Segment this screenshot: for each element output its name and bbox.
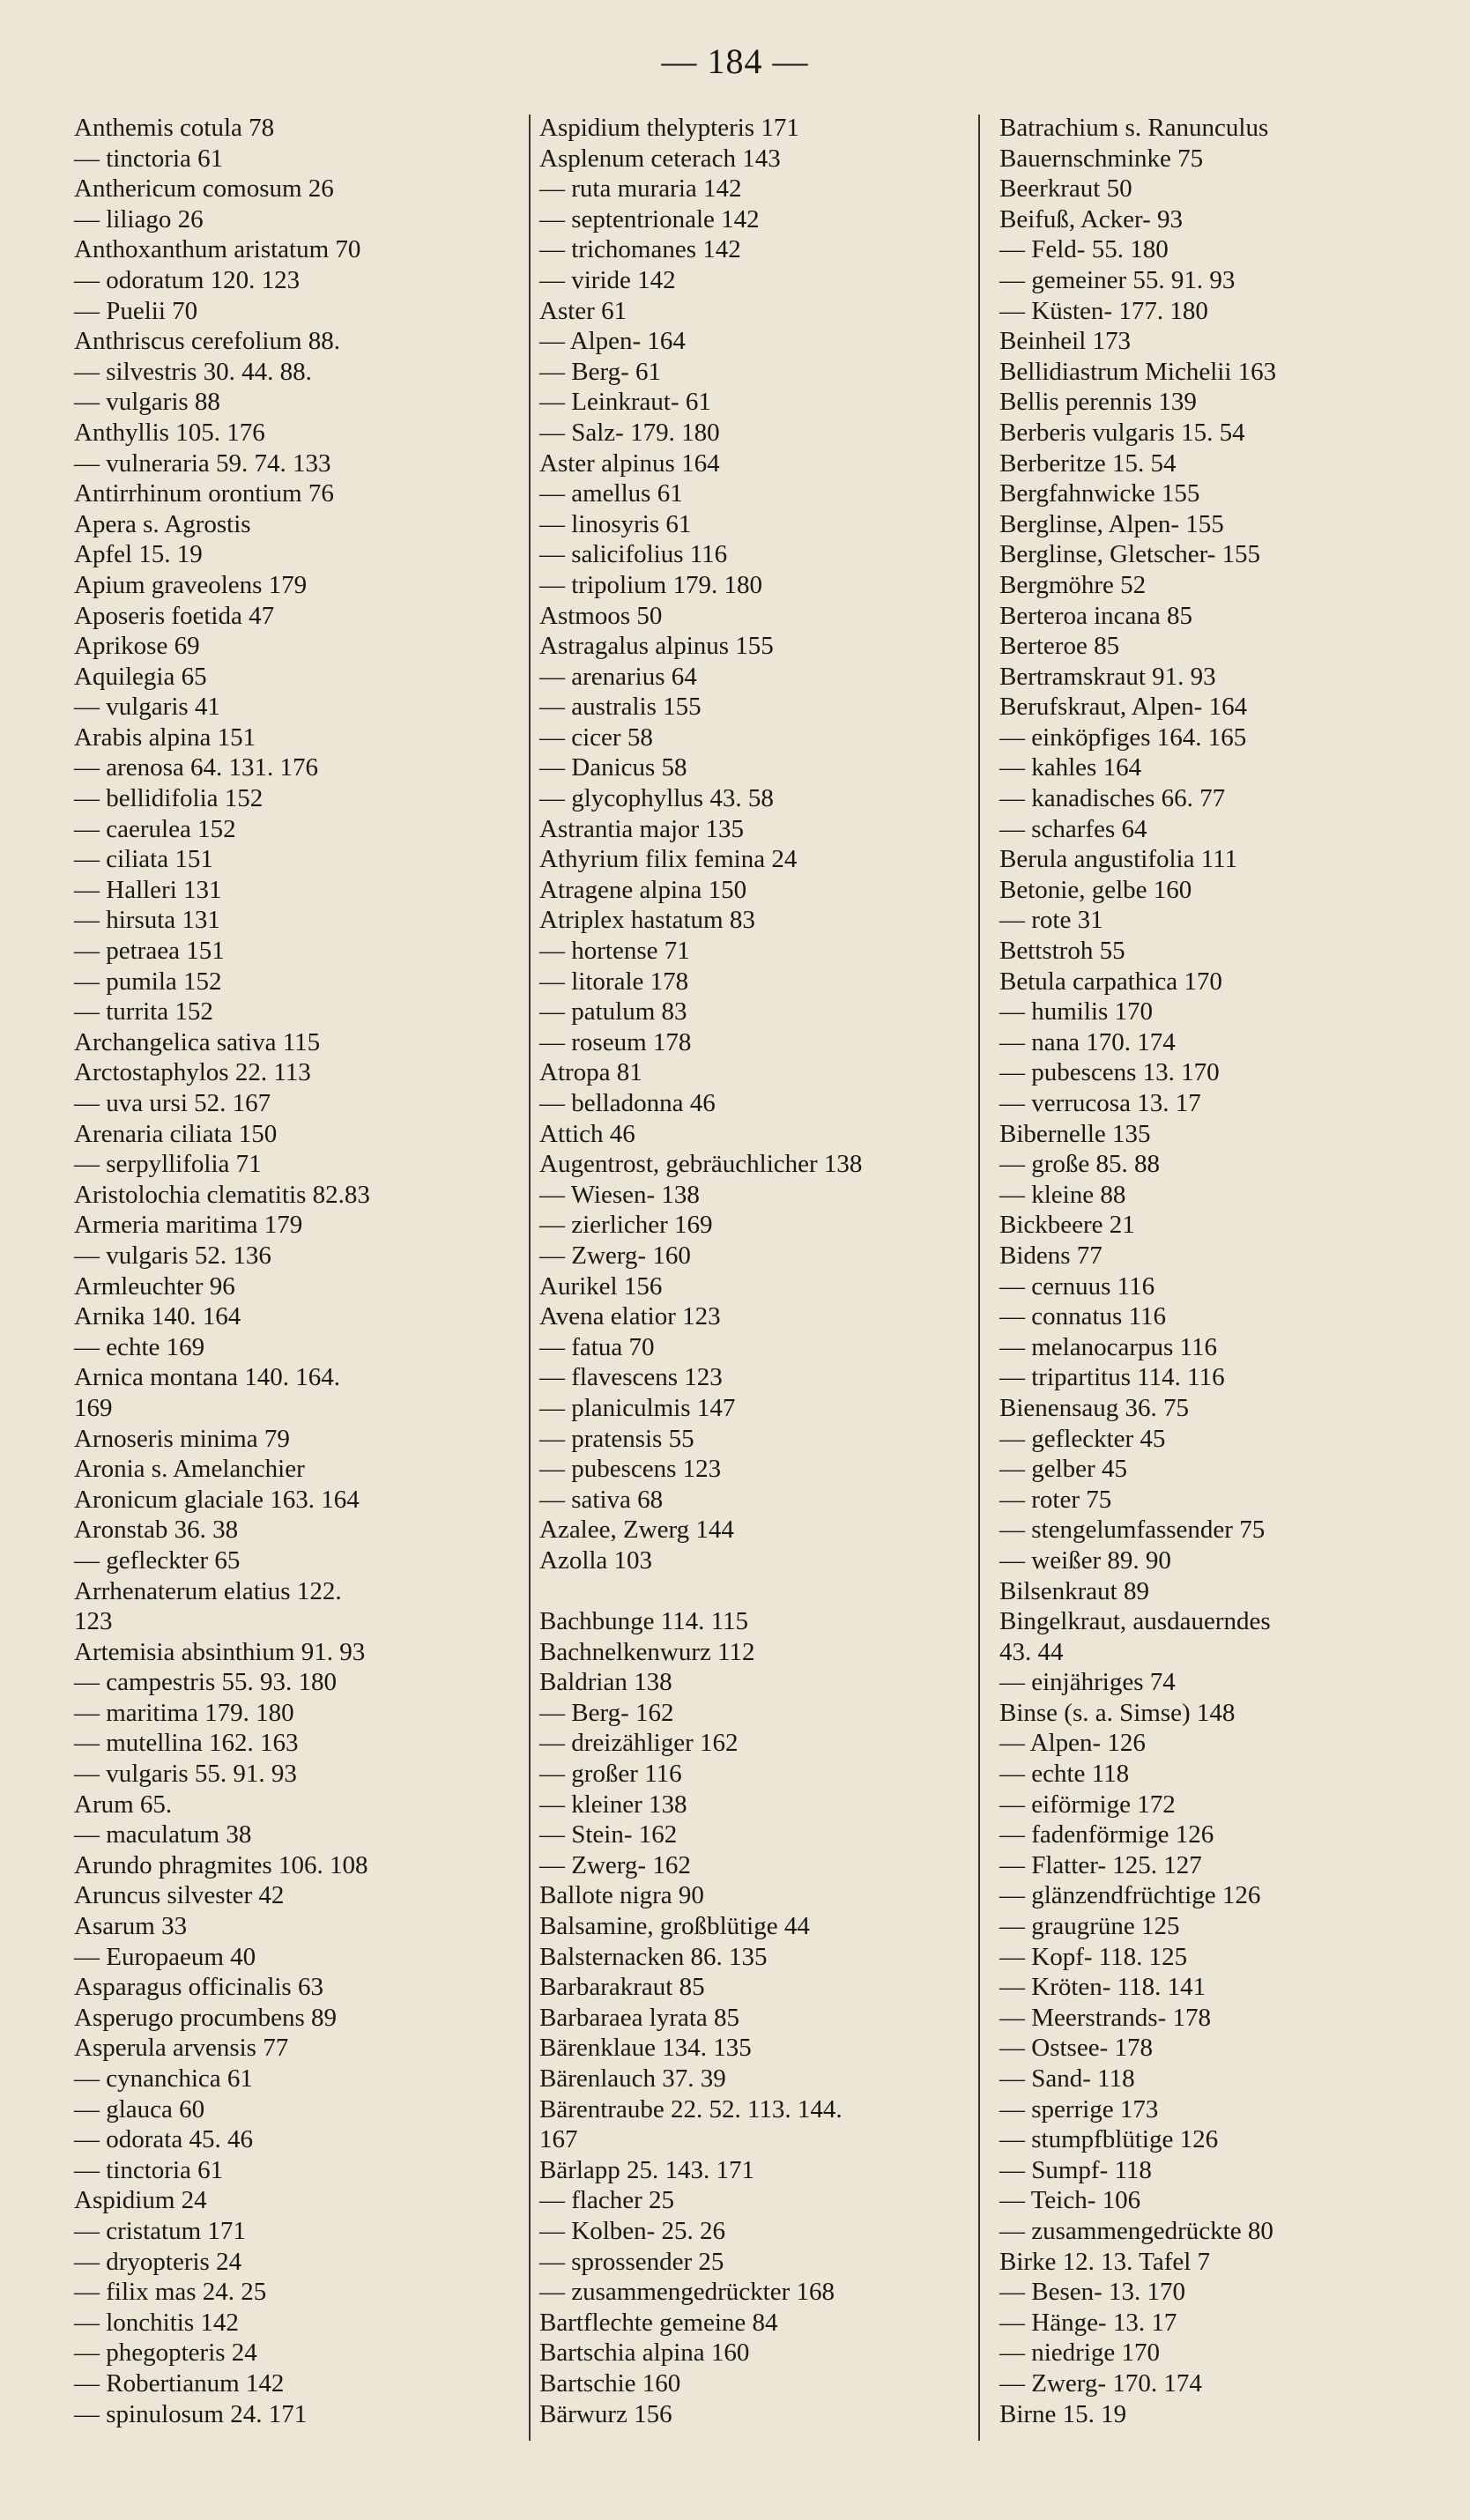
index-entry: Anthyllis 105. 176 xyxy=(74,418,265,447)
index-entry: Bettstroh 55 xyxy=(999,937,1125,966)
index-entry: Arctostaphylos 22. 113 xyxy=(74,1058,311,1087)
index-entry: — humilis 170 xyxy=(999,997,1154,1027)
index-entry: Augentrost, gebräuchlicher 138 xyxy=(539,1150,863,1179)
index-entry: — fadenförmige 126 xyxy=(999,1820,1214,1849)
index-entry: Bartschie 160 xyxy=(539,2368,681,2398)
index-entry: Betonie, gelbe 160 xyxy=(999,875,1192,904)
index-entry: — sativa 68 xyxy=(539,1485,664,1514)
index-entry: — Zwerg- 160 xyxy=(539,1241,691,1270)
index-entry: — einköpfiges 164. 165 xyxy=(999,723,1247,752)
index-entry: — viride 142 xyxy=(539,265,676,294)
index-entry: — glänzendfrüchtige 126 xyxy=(999,1881,1261,1910)
index-entry: Apera s. Agrostis xyxy=(74,509,251,538)
index-column-3 xyxy=(999,113,1449,2429)
index-entry: Bibernelle 135 xyxy=(999,1119,1151,1148)
index-entry: Athyrium filix femina 24 xyxy=(539,845,798,874)
index-entry: Bidens 77 xyxy=(999,1241,1102,1270)
index-entry: Barbarakraut 85 xyxy=(539,1973,705,2002)
index-entry: Bergmöhre 52 xyxy=(999,570,1147,599)
index-entry: — hirsuta 131 xyxy=(74,906,220,935)
index-entry: Ballote nigra 90 xyxy=(539,1881,704,1910)
index-entry: Azolla 103 xyxy=(539,1545,653,1575)
index-entry: Aprikose 69 xyxy=(74,632,200,661)
index-entry: — Leinkraut- 61 xyxy=(539,388,711,417)
index-entry: Betula carpathica 170 xyxy=(999,967,1222,996)
column-divider xyxy=(978,115,980,2441)
index-entry: — flacher 25 xyxy=(539,2186,674,2215)
index-entry: Asperugo procumbens 89 xyxy=(74,2003,338,2032)
index-entry: Bellidiastrum Michelii 163 xyxy=(999,357,1277,386)
index-entry: Bachnelkenwurz 112 xyxy=(539,1637,755,1666)
index-entry: — belladonna 46 xyxy=(539,1089,716,1117)
index-entry: — scharfes 64 xyxy=(999,814,1147,843)
index-entry: — vulgaris 41 xyxy=(74,693,220,722)
index-entry: — arenosa 64. 131. 176 xyxy=(74,753,319,782)
index-entry: Arundo phragmites 106. 108 xyxy=(74,1850,368,1879)
index-entry: — linosyris 61 xyxy=(539,509,692,538)
index-entry: Aruncus silvester 42 xyxy=(74,1881,285,1910)
index-entry: Aurikel 156 xyxy=(539,1271,663,1301)
index-entry: Bartschia alpina 160 xyxy=(539,2338,750,2368)
index-entry: — Ostsee- 178 xyxy=(999,2034,1153,2063)
index-entry: — hortense 71 xyxy=(539,937,690,966)
index-entry: — cristatum 171 xyxy=(74,2216,246,2245)
index-entry: — roseum 178 xyxy=(539,1027,692,1056)
index-entry: — zusammengedrückter 168 xyxy=(539,2278,835,2307)
index-entry: Antirrhinum orontium 76 xyxy=(74,479,334,508)
index-entry: — glycophyllus 43. 58 xyxy=(539,784,774,813)
index-entry: Aster 61 xyxy=(539,296,627,325)
index-entry: — eiförmige 172 xyxy=(999,1790,1176,1819)
index-entry: — nana 170. 174 xyxy=(999,1027,1176,1056)
index-entry: — echte 118 xyxy=(999,1760,1130,1789)
index-entry: — Zwerg- 162 xyxy=(539,1850,691,1879)
section-gap xyxy=(539,1576,962,1607)
index-entry: — ciliata 151 xyxy=(74,845,213,874)
index-entry: Anthriscus cerefolium 88. xyxy=(74,327,341,356)
index-entry: Aronicum glaciale 163. 164 xyxy=(74,1485,360,1514)
index-entry: — caerulea 152 xyxy=(74,814,236,843)
index-entry: — dryopteris 24 xyxy=(74,2247,242,2276)
index-entry: — einjähriges 74 xyxy=(999,1668,1176,1697)
index-entry: Berglinse, Gletscher- 155 xyxy=(999,540,1261,569)
index-entry: — Kopf- 118. 125 xyxy=(999,1942,1188,1971)
index-entry: Barbaraea lyrata 85 xyxy=(539,2003,740,2032)
index-entry: — Berg- 162 xyxy=(539,1698,674,1727)
index-entry: Arenaria ciliata 150 xyxy=(74,1119,278,1148)
index-entry: Beifuß, Acker- 93 xyxy=(999,204,1183,233)
index-entry: Aster alpinus 164 xyxy=(539,448,720,478)
index-entry: — liliago 26 xyxy=(74,204,204,233)
index-entry: Bellis perennis 139 xyxy=(999,388,1197,417)
index-entry: — Teich- 106 xyxy=(999,2186,1141,2215)
index-entry: — bellidifolia 152 xyxy=(74,784,264,813)
index-entry: Astragalus alpinus 155 xyxy=(539,632,774,661)
index-entry: — Feld- 55. 180 xyxy=(999,235,1169,264)
index-entry: — tripartitus 114. 116 xyxy=(999,1363,1225,1392)
index-entry: Asparagus officinalis 63 xyxy=(74,1973,323,2002)
index-entry: — sprossender 25 xyxy=(539,2247,724,2276)
index-entry: — gemeiner 55. 91. 93 xyxy=(999,265,1236,294)
index-entry: — litorale 178 xyxy=(539,967,689,996)
index-entry: — große 85. 88 xyxy=(999,1150,1161,1179)
index-entry: Beinheil 173 xyxy=(999,327,1132,356)
index-entry: Aposeris foetida 47 xyxy=(74,601,275,630)
index-entry: — stengelumfassender 75 xyxy=(999,1516,1266,1545)
index-entry: Berberitze 15. 54 xyxy=(999,448,1177,478)
index-entry: Anthericum comosum 26 xyxy=(74,174,334,204)
index-entry: — maritima 179. 180 xyxy=(74,1698,294,1727)
index-entry: Asarum 33 xyxy=(74,1912,188,1941)
index-entry: — verrucosa 13. 17 xyxy=(999,1089,1201,1117)
index-entry: 43. 44 xyxy=(999,1637,1064,1666)
index-entry: Bachbunge 114. 115 xyxy=(539,1607,749,1636)
index-entry: — petraea 151 xyxy=(74,937,225,966)
index-entry: Berteroe 85 xyxy=(999,632,1120,661)
index-entry: — kahles 164 xyxy=(999,753,1142,782)
index-entry: Beerkraut 50 xyxy=(999,174,1132,204)
index-column-1 xyxy=(74,113,515,2429)
index-entry: — Halleri 131 xyxy=(74,875,222,904)
index-entry: Asplenum ceterach 143 xyxy=(539,144,781,173)
index-entry: — patulum 83 xyxy=(539,997,687,1027)
index-entry: — Kröten- 118. 141 xyxy=(999,1973,1206,2002)
index-entry: Berglinse, Alpen- 155 xyxy=(999,509,1224,538)
index-entry: Bärentraube 22. 52. 113. 144. xyxy=(539,2094,843,2123)
index-entry: Aspidium 24 xyxy=(74,2186,207,2215)
index-entry: — vulgaris 88 xyxy=(74,388,220,417)
index-entry: Berteroa incana 85 xyxy=(999,601,1193,630)
index-entry: — cicer 58 xyxy=(539,723,653,752)
index-entry: Bienensaug 36. 75 xyxy=(999,1393,1190,1422)
index-entry: — zusammengedrückte 80 xyxy=(999,2216,1273,2245)
index-entry: Arnoseris minima 79 xyxy=(74,1424,290,1453)
index-entry: — fatua 70 xyxy=(539,1332,655,1361)
index-entry: — rote 31 xyxy=(999,906,1103,935)
index-entry: — kleine 88 xyxy=(999,1180,1126,1209)
index-entry: — echte 169 xyxy=(74,1332,205,1361)
index-entry: — Salz- 179. 180 xyxy=(539,418,720,447)
index-entry: Bickbeere 21 xyxy=(999,1211,1135,1240)
index-entry: — odorata 45. 46 xyxy=(74,2125,253,2154)
index-entry: Berberis vulgaris 15. 54 xyxy=(999,418,1245,447)
index-entry: Bartflechte gemeine 84 xyxy=(539,2308,778,2337)
index-entry: — silvestris 30. 44. 88. xyxy=(74,357,312,386)
index-entry: — Danicus 58 xyxy=(539,753,687,782)
index-entry: — Sand- 118 xyxy=(999,2064,1135,2093)
index-entry: — zierlicher 169 xyxy=(539,1211,713,1240)
index-entry: Bilsenkraut 89 xyxy=(999,1576,1149,1605)
page-number: — 184 — xyxy=(661,41,809,81)
index-entry: Balsamine, großblütige 44 xyxy=(539,1912,810,1941)
index-entry: Berufskraut, Alpen- 164 xyxy=(999,693,1248,722)
index-entry: Apium graveolens 179 xyxy=(74,570,308,599)
index-entry: Astrantia major 135 xyxy=(539,814,744,843)
index-entry: — arenarius 64 xyxy=(539,662,697,691)
index-entry: — spinulosum 24. 171 xyxy=(74,2399,308,2428)
index-entry: — Berg- 61 xyxy=(539,357,662,386)
index-entry: Berula angustifolia 111 xyxy=(999,845,1238,874)
index-entry: Binse (s. a. Simse) 148 xyxy=(999,1698,1236,1727)
index-entry: — dreizähliger 162 xyxy=(539,1729,739,1758)
index-entry: Aspidium thelypteris 171 xyxy=(539,114,799,142)
index-entry: — serpyllifolia 71 xyxy=(74,1150,262,1179)
index-entry: — großer 116 xyxy=(539,1760,682,1789)
index-entry: — Küsten- 177. 180 xyxy=(999,296,1208,325)
index-entry: Bärenlauch 37. 39 xyxy=(539,2064,726,2093)
index-entry: — australis 155 xyxy=(539,693,702,722)
index-entry: Balsternacken 86. 135 xyxy=(539,1942,768,1971)
index-entry: Arabis alpina 151 xyxy=(74,723,256,752)
index-entry: — Stein- 162 xyxy=(539,1820,678,1849)
index-entry: — Meerstrands- 178 xyxy=(999,2003,1212,2032)
index-entry: — vulgaris 52. 136 xyxy=(74,1241,271,1270)
index-entry: — kleiner 138 xyxy=(539,1790,687,1819)
index-entry: — Besen- 13. 170 xyxy=(999,2278,1186,2307)
index-entry: Bauernschminke 75 xyxy=(999,144,1204,173)
index-entry: — weißer 89. 90 xyxy=(999,1545,1171,1575)
index-entry: — Hänge- 13. 17 xyxy=(999,2308,1177,2337)
index-entry: — graugrüne 125 xyxy=(999,1912,1180,1941)
index-entry: — Flatter- 125. 127 xyxy=(999,1850,1202,1879)
index-entry: — Kolben- 25. 26 xyxy=(539,2216,726,2245)
index-entry: 167 xyxy=(539,2125,578,2154)
index-entry: Arnika 140. 164 xyxy=(74,1302,241,1331)
index-entry: — pubescens 123 xyxy=(539,1455,722,1484)
index-entry: — Europaeum 40 xyxy=(74,1942,256,1971)
index-entry: — trichomanes 142 xyxy=(539,235,741,264)
index-entry: — connatus 116 xyxy=(999,1302,1167,1331)
index-entry: — pratensis 55 xyxy=(539,1424,694,1453)
index-entry: Bärenklaue 134. 135 xyxy=(539,2034,752,2063)
index-entry: Bergfahnwicke 155 xyxy=(999,479,1200,508)
index-entry: — pubescens 13. 170 xyxy=(999,1058,1220,1087)
index-entry: — glauca 60 xyxy=(74,2094,205,2123)
index-entry: — vulneraria 59. 74. 133 xyxy=(74,448,331,478)
index-entry: Atriplex hastatum 83 xyxy=(539,906,755,935)
index-entry: — pumila 152 xyxy=(74,967,222,996)
index-entry: — kanadisches 66. 77 xyxy=(999,784,1226,813)
index-entry: Asperula arvensis 77 xyxy=(74,2034,289,2063)
index-entry: — lonchitis 142 xyxy=(74,2308,239,2337)
index-entry: — uva ursi 52. 167 xyxy=(74,1089,271,1117)
index-entry: Anthemis cotula 78 xyxy=(74,114,275,142)
index-entry: Aronia s. Amelanchier xyxy=(74,1455,305,1484)
index-entry: Astmoos 50 xyxy=(539,601,663,630)
index-entry: Bingelkraut, ausdauerndes xyxy=(999,1607,1271,1636)
index-entry: — tinctoria 61 xyxy=(74,144,224,173)
index-entry: Baldrian 138 xyxy=(539,1668,672,1697)
index-entry: Aronstab 36. 38 xyxy=(74,1516,239,1545)
index-entry: Atragene alpina 150 xyxy=(539,875,747,904)
index-entry: Attich 46 xyxy=(539,1119,635,1148)
index-entry: — ruta muraria 142 xyxy=(539,174,742,204)
index-entry: — gefleckter 45 xyxy=(999,1424,1166,1453)
index-entry: Atropa 81 xyxy=(539,1058,642,1087)
index-entry: — salicifolius 116 xyxy=(539,540,728,569)
index-entry: 123 xyxy=(74,1607,113,1636)
index-entry: Arum 65. xyxy=(74,1790,173,1819)
index-entry: — planiculmis 147 xyxy=(539,1393,736,1422)
index-entry: — maculatum 38 xyxy=(74,1820,252,1849)
index-entry: Birne 15. 19 xyxy=(999,2399,1127,2428)
index-entry: — campestris 55. 93. 180 xyxy=(74,1668,338,1697)
index-entry: — roter 75 xyxy=(999,1485,1112,1514)
index-entry: — cynanchica 61 xyxy=(74,2064,253,2093)
index-entry: Aristolochia clematitis 82.83 xyxy=(74,1180,370,1209)
index-entry: Birke 12. 13. Tafel 7 xyxy=(999,2247,1211,2276)
index-entry: Azalee, Zwerg 144 xyxy=(539,1516,734,1545)
index-entry: — Sumpf- 118 xyxy=(999,2155,1152,2184)
index-entry: — Wiesen- 138 xyxy=(539,1180,700,1209)
index-entry: — filix mas 24. 25 xyxy=(74,2278,267,2307)
index-entry: — Alpen- 164 xyxy=(539,327,686,356)
index-entry: 169 xyxy=(74,1393,113,1422)
index-entry: Arnica montana 140. 164. xyxy=(74,1363,341,1392)
index-entry: Armleuchter 96 xyxy=(74,1271,235,1301)
index-entry: Apfel 15. 19 xyxy=(74,540,203,569)
index-entry: — Zwerg- 170. 174 xyxy=(999,2368,1202,2398)
index-entry: — amellus 61 xyxy=(539,479,683,508)
index-entry: — turrita 152 xyxy=(74,997,213,1027)
index-entry: — tripolium 179. 180 xyxy=(539,570,762,599)
index-entry: — Robertianum 142 xyxy=(74,2368,285,2398)
index-entry: Artemisia absinthium 91. 93 xyxy=(74,1637,366,1666)
index-entry: Avena elatior 123 xyxy=(539,1302,721,1331)
index-entry: Batrachium s. Ranunculus xyxy=(999,114,1269,142)
index-entry: Arrhenaterum elatius 122. xyxy=(74,1576,342,1605)
index-entry: — phegopteris 24 xyxy=(74,2338,257,2368)
index-entry: — cernuus 116 xyxy=(999,1271,1155,1301)
index-entry: — gefleckter 65 xyxy=(74,1545,241,1575)
index-entry: Anthoxanthum aristatum 70 xyxy=(74,235,361,264)
index-column-2 xyxy=(539,113,962,2429)
index-entry: — vulgaris 55. 91. 93 xyxy=(74,1760,297,1789)
index-entry: — Puelii 70 xyxy=(74,296,198,325)
index-entry: Bärwurz 156 xyxy=(539,2399,672,2428)
index-entry: — flavescens 123 xyxy=(539,1363,723,1392)
index-entry: — niedrige 170 xyxy=(999,2338,1161,2368)
index-entry: Armeria maritima 179 xyxy=(74,1211,303,1240)
index-entry: Archangelica sativa 115 xyxy=(74,1027,321,1056)
index-entry: Aquilegia 65 xyxy=(74,662,207,691)
index-entry: Bärlapp 25. 143. 171 xyxy=(539,2155,755,2184)
column-divider xyxy=(529,115,531,2441)
index-entry: Bertramskraut 91. 93 xyxy=(999,662,1216,691)
index-entry: — melanocarpus 116 xyxy=(999,1332,1217,1361)
index-entry: — gelber 45 xyxy=(999,1455,1127,1484)
index-entry: — tinctoria 61 xyxy=(74,2155,224,2184)
index-entry: — sperrige 173 xyxy=(999,2094,1159,2123)
index-entry: — Alpen- 126 xyxy=(999,1729,1146,1758)
index-entry: — septentrionale 142 xyxy=(539,204,760,233)
index-entry: — stumpfblütige 126 xyxy=(999,2125,1219,2154)
index-entry: — mutellina 162. 163 xyxy=(74,1729,299,1758)
index-entry: — odoratum 120. 123 xyxy=(74,265,301,294)
